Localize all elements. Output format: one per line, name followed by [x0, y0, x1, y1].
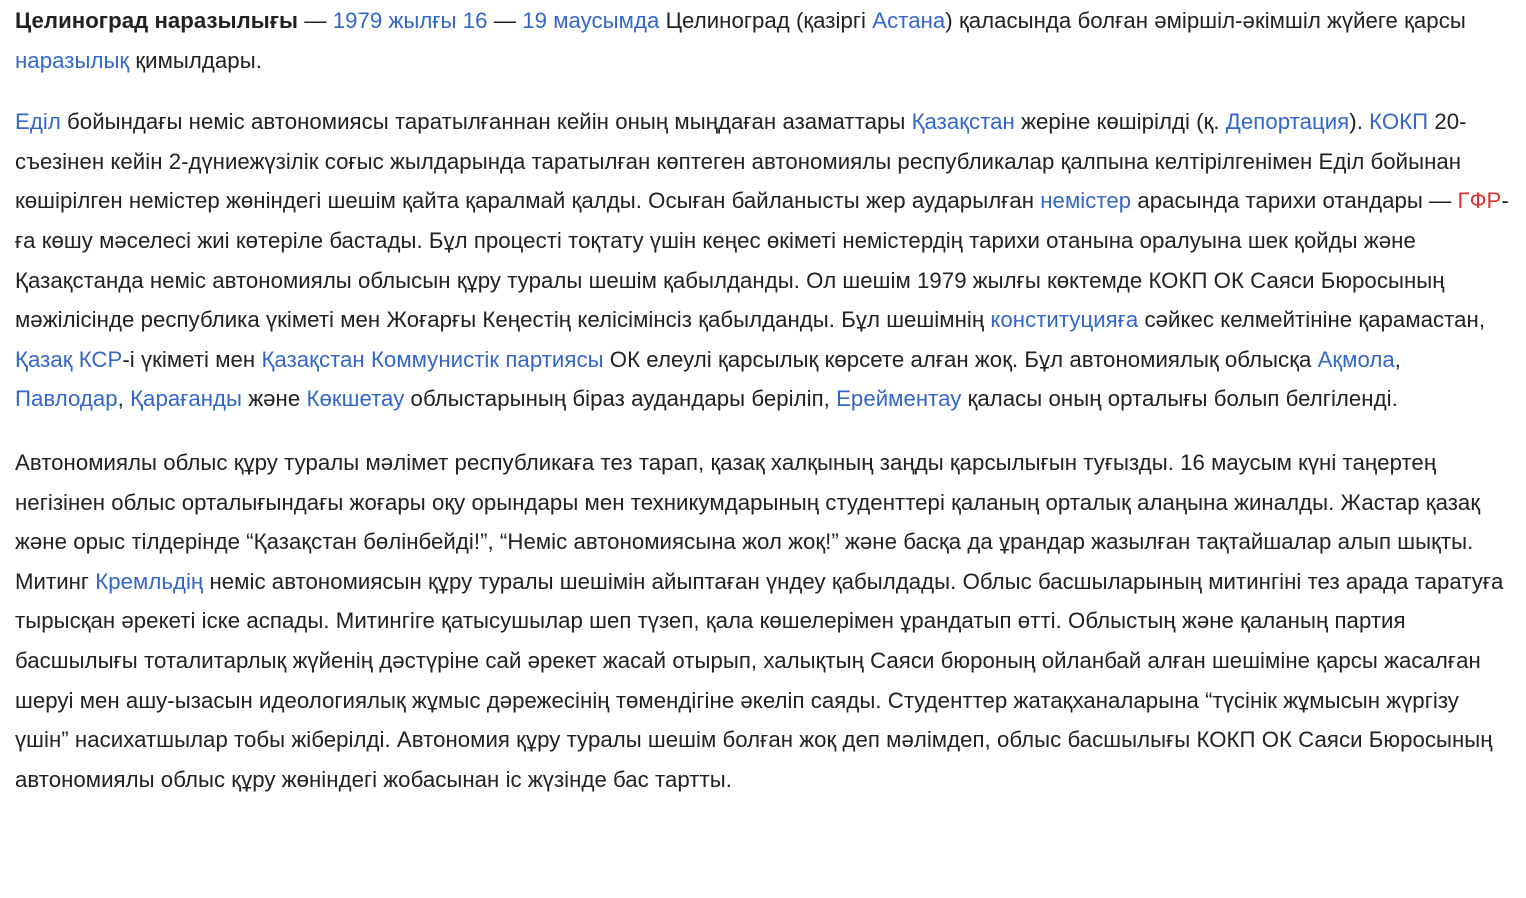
article-subject-title: Целиноград наразылығы [15, 8, 299, 33]
events-text: Автономиялы облыс құру туралы мәлімет республикаға тез тарап, қазақ халқының заңды қарсылығын туғызды. 16 маусым күні таңертең негізінен облыс орталығындағы жоғары оқу орындары мен техникумдарының студенттері қаланың орталық алаңына жиналды. Жастар қазақ және орыс тілдерінде “Қазақстан бөлінбейді!”, “Неміс автономиясына жол жоқ!” және басқа да ұрандар жазылған тақтайшалар алып шықты. Митинг [15, 449, 1481, 594]
intro-text: ) қаласында болған әміршіл-әкімшіл жүйеге қарсы [945, 8, 1466, 33]
intro-text: қимылдары. [129, 47, 262, 73]
wiki-link-кремльдің[interactable]: Кремльдің [95, 568, 204, 594]
events-text: неміс автономиясын құру туралы шешімін айыптаған үндеу қабылдады. Облыс басшыларының митингіні тез арада таратуға тырысқан әрекеті іске аспады. Митингіге қатысушылар шеп түзеп, қала көшелерімен ұрандатып өтті. Облыстың және қаланың партия басшылығы тоталитарлық жүйенің дәстүріне сай әрекет жасай отырып, халықтың Саяси бюроның ойланбай алған шешіміне қарсы жасалған шеруі мен ашу-ызасын идеологиялық жұмыс дәрежесінің төмендігіне әкеліп саяды. Студенттер жатақханаларына “түсінік жұмысын жүргізу үшін” насихатшылар тобы жіберілді. Автономия құру туралы шешім болған жоқ деп мәлімдеп, облыс басшылығы КОКП ОК Саяси Бюросының автономиялы облыс құру жөніндегі жобасынан іс жүзінде бас тартты. [15, 568, 1504, 792]
intro-paragraph [15, 0, 1510, 80]
background-text: -і үкіметі мен [122, 346, 262, 372]
wiki-link-депортация[interactable]: Депортация [1225, 109, 1350, 135]
background-text: сәйкес келмейтініне қарамастан, [1138, 307, 1486, 333]
background-text: облыстарының біраз аудандары беріліп, [404, 386, 837, 412]
background-text: , [1394, 346, 1401, 372]
wiki-link-көкшетау[interactable]: Көкшетау [306, 386, 405, 412]
background-text: және [242, 386, 307, 412]
background-text: қаласы оның орталығы болып белгіленді. [961, 386, 1398, 412]
wiki-link-конституцияға[interactable]: конституцияға [990, 307, 1139, 333]
wiki-link-қазақстан-коммунистік-партиясы[interactable]: Қазақстан Коммунистік партиясы [261, 346, 604, 372]
article-content [15, 0, 1510, 799]
background-text: 20-съезінен кейін 2-дүниежүзілік соғыс жылдарында таратылған көптеген автономиялы республикалар қалпына келтірілгенімен Еділ бойынан көшірілген немістер жөніндегі шешім қайта қаралмай қалды. Осыған байланысты жер аударылған [15, 109, 1467, 214]
background-text: ОК елеулі қарсылық көрсете алған жоқ. Бұл автономиялық облысқа [603, 346, 1318, 372]
background-text: -ға көшу мәселесі жиі көтеріле бастады. Бұл процесті тоқтату үшін кеңес өкіметі немістердің тарихи отанына оралуына шек қойды және Қазақстанда неміс автономиялы облысын құру туралы шешім қабылданды. Ол шешім 1979 жылғы көктемде КОКП ОК Саяси Бюросының мәжілісінде республика үкіметі мен Жоғарғы Кеңестің келісімінсіз қабылданды. Бұл шешімнің [15, 188, 1509, 333]
wiki-link-ерейментау[interactable]: Ерейментау [836, 386, 962, 412]
wiki-link-гфр[interactable]: ГФР [1457, 188, 1502, 214]
background-text: жеріне көшірілді (қ. [1014, 109, 1226, 135]
wiki-link-ақмола[interactable]: Ақмола [1317, 346, 1395, 372]
wiki-link-наразылық[interactable]: наразылық [15, 47, 130, 73]
wiki-link-қазақстан[interactable]: Қазақстан [911, 109, 1015, 135]
wiki-link-еділ[interactable]: Еділ [15, 109, 61, 135]
background-text: бойындағы неміс автономиясы таратылғаннан кейін оның мыңдаған азаматтары [60, 109, 912, 135]
background-paragraph [15, 102, 1510, 419]
wiki-link-кокп[interactable]: КОКП [1369, 109, 1429, 135]
intro-text: — [298, 8, 333, 33]
wiki-link-19-маусымда[interactable]: 19 маусымда [522, 8, 660, 33]
wiki-link-астана[interactable]: Астана [872, 8, 946, 33]
background-text: ). [1349, 109, 1370, 135]
wiki-link-немістер[interactable]: немістер [1040, 188, 1132, 214]
wiki-link-1979-жылғы-16[interactable]: 1979 жылғы 16 [332, 8, 488, 33]
background-text: , [117, 386, 131, 412]
wiki-link-павлодар[interactable]: Павлодар [15, 386, 118, 412]
background-text: арасында тарихи отандары — [1131, 188, 1458, 214]
wiki-link-қазақ-кср[interactable]: Қазақ КСР [15, 346, 123, 372]
intro-text: — [487, 8, 523, 33]
intro-text: Целиноград (қазіргі [659, 8, 873, 33]
wiki-link-қарағанды[interactable]: Қарағанды [130, 386, 243, 412]
events-paragraph [15, 443, 1510, 799]
